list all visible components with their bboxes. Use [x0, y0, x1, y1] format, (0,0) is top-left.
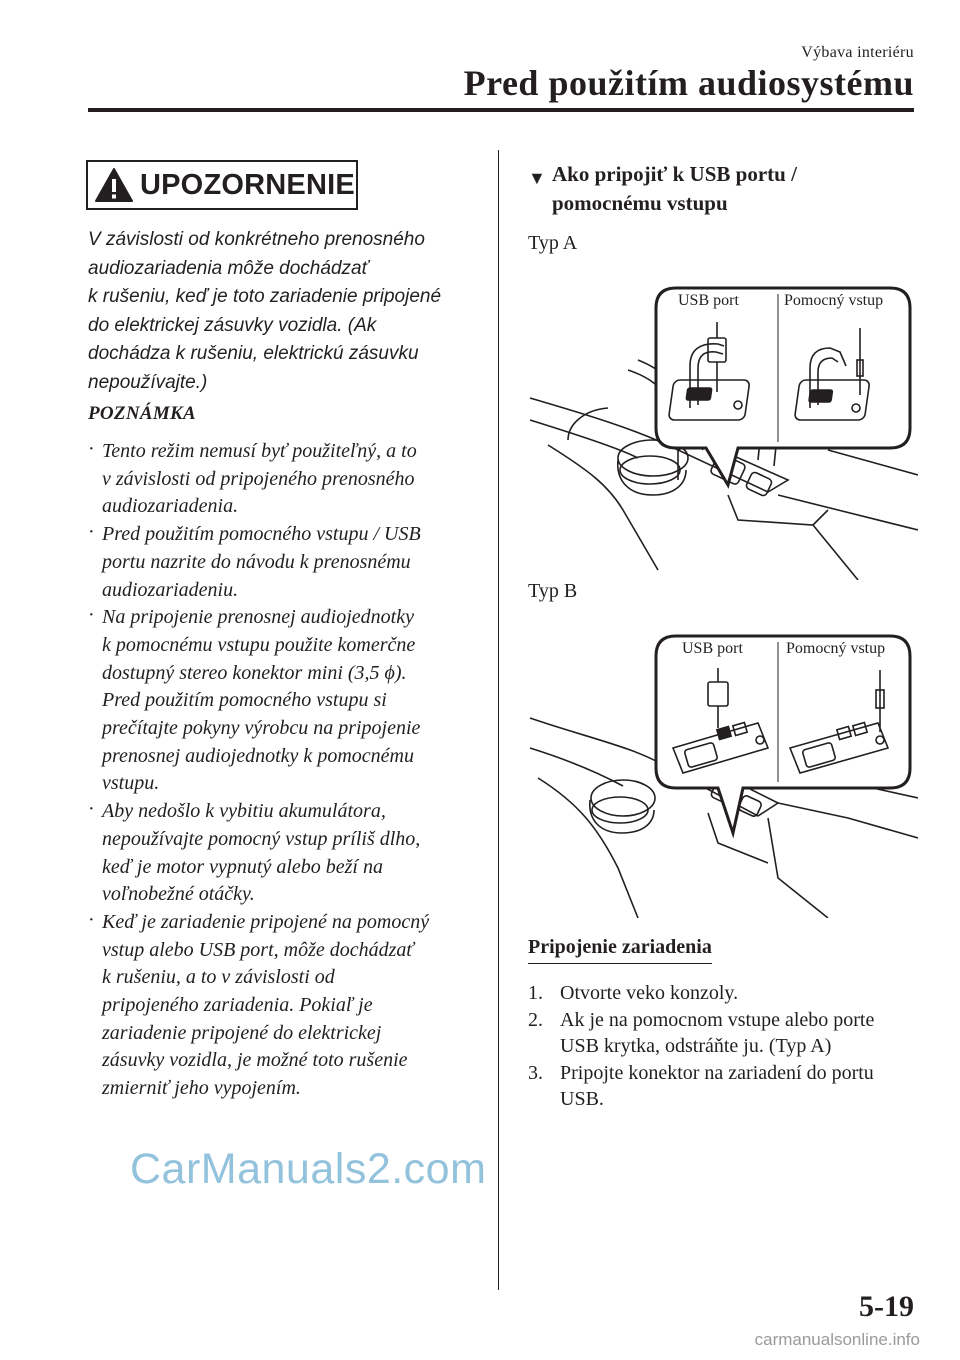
bullet-line: zariadenie pripojené do elektrickej	[102, 1021, 382, 1044]
bullet-dot: ·	[88, 604, 95, 627]
section-heading-line: Ako pripojiť k USB portu /	[552, 162, 797, 186]
step-number: 3.	[528, 1061, 543, 1084]
step-item	[528, 1007, 918, 1060]
bullet-dot: ·	[88, 798, 95, 821]
note-bullet	[88, 438, 483, 521]
bullet-dot: ·	[88, 908, 95, 931]
warning-line: dochádza k rušeniu, elektrickú zásuvku	[88, 343, 419, 364]
step-number: 2.	[528, 1008, 543, 1031]
step-number: 1.	[528, 982, 543, 1004]
warning-line: V závislosti od konkrétneho prenosného	[88, 229, 425, 250]
section-heading	[528, 160, 797, 218]
bullet-line: Na pripojenie prenosnej audiojednotky	[102, 606, 414, 629]
console-illustration-a	[528, 280, 918, 580]
step-line: Pripojte konektor na zariadení do portu	[560, 1061, 874, 1084]
usb-port-label-a: USB port	[678, 292, 739, 309]
aux-input-label-b: Pomocný vstup	[786, 640, 886, 657]
header-rule	[88, 108, 914, 112]
warning-text	[88, 226, 468, 397]
note-bullet	[88, 909, 483, 1103]
warning-line: k rušeniu, keď je toto zariadenie pripojené	[88, 286, 442, 307]
step-line: Otvorte veko konzoly.	[560, 982, 739, 1004]
bullet-line: Pred použitím pomocného vstupu si	[102, 689, 387, 712]
bullet-line: keď je motor vypnutý alebo beží na	[102, 855, 383, 878]
chapter-subtitle: Výbava interiéru	[801, 44, 914, 61]
warning-box	[86, 160, 358, 210]
bullet-dot: ·	[88, 438, 95, 460]
bullet-line: prečítajte pokyny výrobcu na pripojenie	[102, 717, 421, 740]
bullet-line: v závislosti od pripojeného prenosného	[102, 467, 415, 490]
page-number: 5-19	[859, 1290, 914, 1323]
connect-steps	[528, 980, 918, 1113]
note-bullet	[88, 521, 483, 604]
step-line: Ak je na pomocnom vstupe alebo porte	[560, 1008, 875, 1031]
section-heading-line: pomocnému vstupu	[552, 191, 728, 215]
warning-line: audiozariadenia môže dochádzať	[88, 257, 369, 279]
section-marker: ▼	[528, 168, 546, 188]
bullet-line: portu nazrite do návodu k prenosnému	[102, 550, 411, 573]
watermark: CarManuals2.com	[130, 1145, 487, 1193]
bullet-line: k pomocnému vstupu použite komerčne	[102, 633, 416, 656]
warning-label: UPOZORNENIE	[140, 168, 355, 201]
bullet-line: prenosnej audiojednotky k pomocnému	[102, 744, 414, 767]
page-title: Pred použitím audiosystému	[463, 63, 914, 103]
aux-input-label-a: Pomocný vstup	[784, 292, 884, 309]
bullet-line: Pred použitím pomocného vstupu / USB	[102, 523, 421, 546]
bullet-dot: ·	[88, 521, 95, 544]
usb-port-label-b: USB port	[682, 640, 743, 657]
site-watermark: carmanualsonline.info	[754, 1330, 920, 1349]
bullet-line: pripojeného zariadenia. Pokiaľ je	[102, 994, 373, 1017]
column-divider	[498, 150, 499, 1290]
note-bullet	[88, 604, 483, 798]
bullet-line: audiozariadenia.	[102, 495, 239, 518]
connect-heading-text: Pripojenie zariadenia	[528, 936, 712, 958]
bullet-line: Keď je zariadenie pripojené na pomocný	[102, 910, 430, 933]
bullet-line: Tento režim nemusí byť použiteľný, a to	[102, 440, 417, 462]
bullet-line: zásuvky vozidla, je možné toto rušenie	[102, 1049, 408, 1072]
note-heading: POZNÁMKA	[88, 403, 196, 424]
type-b-label: Typ B	[528, 580, 578, 602]
bullet-line: dostupný stereo konektor mini (3,5 ϕ).	[102, 661, 407, 684]
bullet-line: Aby nedošlo k vybitiu akumulátora,	[102, 800, 386, 823]
bullet-line: vstupu.	[102, 772, 160, 795]
warning-triangle-icon	[94, 167, 134, 203]
figure-type-b	[528, 628, 918, 918]
step-line: USB.	[560, 1088, 604, 1110]
bullet-line: vstup alebo USB port, môže dochádzať	[102, 938, 414, 961]
connect-heading-underline	[528, 963, 712, 965]
connect-heading	[528, 936, 712, 959]
step-item	[528, 980, 918, 1007]
console-illustration-b	[528, 628, 918, 918]
step-item	[528, 1060, 918, 1113]
step-line: USB krytka, odstráňte ju. (Typ A)	[560, 1035, 832, 1057]
warning-line: do elektrickej zásuvky vozidla. (Ak	[88, 314, 377, 336]
type-a-label: Typ A	[528, 232, 578, 254]
bullet-line: zmierniť jeho vypojením.	[102, 1077, 301, 1100]
bullet-line: voľnobežné otáčky.	[102, 883, 255, 906]
figure-type-a	[528, 280, 918, 580]
note-bullet	[88, 798, 483, 909]
bullet-line: audiozariadeniu.	[102, 578, 239, 601]
note-bullets	[88, 438, 483, 1103]
warning-line: nepoužívajte.)	[88, 371, 208, 393]
bullet-line: nepoužívajte pomocný vstup príliš dlho,	[102, 827, 421, 850]
bullet-line: k rušeniu, a to v závislosti od	[102, 966, 335, 989]
